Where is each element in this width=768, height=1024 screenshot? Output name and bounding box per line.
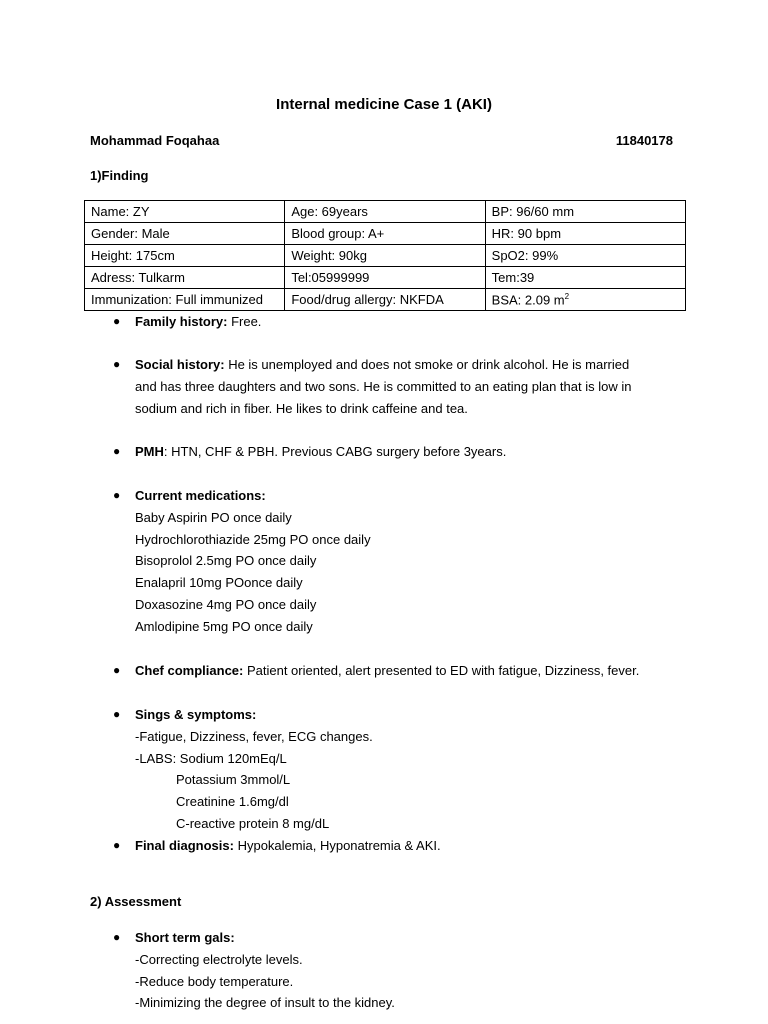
table-row	[85, 267, 686, 289]
medication-entry: Baby Aspirin PO once daily	[135, 509, 292, 525]
bullet-icon: ●	[113, 357, 121, 371]
section-assessment-heading: 2) Assessment	[90, 894, 182, 909]
bullet-icon: ●	[113, 707, 121, 721]
table-cell: SpO2: 99%	[485, 245, 685, 267]
bullet-icon: ●	[113, 663, 121, 677]
medications-label: Current medications:	[135, 488, 266, 503]
medication-entry: Doxasozine 4mg PO once daily	[135, 596, 317, 612]
bullet-icon: ●	[113, 314, 121, 328]
list-item-medications	[113, 485, 695, 638]
goal-entry: -Minimizing the degree of insult to the kidney.	[135, 995, 395, 1011]
social-history-line: sodium and rich in fiber. He likes to drink caffeine and tea.	[135, 400, 468, 416]
diagnosis-label: Final diagnosis:	[135, 838, 234, 853]
list-item-family-history	[113, 311, 695, 333]
goal-entry: -Correcting electrolyte levels.	[135, 951, 303, 967]
medication-entry: Bisoprolol 2.5mg PO once daily	[135, 553, 317, 569]
table-cell: Gender: Male	[85, 223, 285, 245]
table-row	[85, 245, 686, 267]
document-title: Internal medicine Case 1 (AKI)	[276, 96, 492, 113]
table-cell: Food/drug allergy: NKFDA	[285, 289, 485, 311]
social-history-text: He is unemployed and does not smoke or drink alcohol. He is married	[224, 357, 630, 372]
student-id: 11840178	[615, 133, 673, 148]
table-row	[85, 289, 686, 311]
medication-entry: Enalapril 10mg POonce daily	[135, 575, 303, 591]
table-cell: Age: 69years	[285, 201, 485, 223]
section-finding-heading: 1)Finding	[90, 168, 149, 183]
table-cell: Adress: Tulkarm	[85, 267, 285, 289]
family-history-label: Family history:	[135, 314, 228, 329]
bullet-icon: ●	[113, 838, 121, 852]
bullet-icon: ●	[113, 488, 121, 502]
chief-complaint-label: Chef compliance:	[135, 663, 244, 678]
medication-entry: Hydrochlorothiazide 25mg PO once daily	[135, 531, 371, 547]
list-item-social-history	[113, 354, 695, 419]
lab-entry: Creatinine 1.6mg/dl	[176, 794, 289, 810]
medication-entry: Amlodipine 5mg PO once daily	[135, 618, 313, 634]
table-cell: Blood group: A+	[285, 223, 485, 245]
social-history-label: Social history:	[135, 357, 225, 372]
diagnosis-text: Hypokalemia, Hyponatremia & AKI.	[233, 838, 441, 853]
pmh-text: : HTN, CHF & PBH. Previous CABG surgery before 3years.	[163, 444, 507, 459]
goal-entry: -Reduce body temperature.	[135, 973, 294, 989]
labs-line: -LABS: Sodium 120mEq/L	[135, 750, 287, 766]
list-item-signs-symptoms	[113, 704, 695, 835]
pmh-label: PMH	[135, 444, 164, 459]
table-cell: Immunization: Full immunized	[85, 289, 285, 311]
table-cell: Tel:05999999	[285, 267, 485, 289]
social-history-line: and has three daughters and two sons. He is committed to an eating plan that is low in	[135, 378, 632, 394]
table-cell: Name: ZY	[85, 201, 285, 223]
table-cell: BP: 96/60 mm	[485, 201, 685, 223]
table-cell: Tem:39	[485, 267, 685, 289]
lab-entry: C-reactive protein 8 mg/dL	[176, 815, 330, 831]
signs-label: Sings & symptoms:	[135, 707, 257, 722]
author-name: Mohammad Foqahaa	[90, 133, 220, 148]
signs-line: -Fatigue, Dizziness, fever, ECG changes.	[135, 728, 373, 744]
lab-entry: Potassium 3mmol/L	[176, 772, 291, 788]
table-cell-bsa	[485, 289, 685, 311]
chief-complaint-text: Patient oriented, alert presented to ED with fatigue, Dizziness, fever.	[243, 663, 640, 678]
goals-label: Short term gals:	[135, 930, 235, 945]
bsa-value: BSA: 2.09 m	[491, 292, 565, 308]
list-item-short-term-goals	[113, 927, 695, 1014]
bullet-icon: ●	[113, 444, 121, 458]
table-cell: Weight: 90kg	[285, 245, 485, 267]
bsa-superscript: 2	[564, 291, 570, 301]
table-cell: Height: 175cm	[85, 245, 285, 267]
table-row	[85, 223, 686, 245]
list-item-pmh	[113, 441, 695, 463]
list-item-final-diagnosis	[113, 835, 695, 857]
patient-info-table	[84, 200, 686, 311]
bullet-icon: ●	[113, 930, 121, 944]
list-item-chief-complaint	[113, 660, 695, 682]
family-history-text: Free.	[227, 314, 262, 329]
table-cell: HR: 90 bpm	[485, 223, 685, 245]
table-row	[85, 201, 686, 223]
